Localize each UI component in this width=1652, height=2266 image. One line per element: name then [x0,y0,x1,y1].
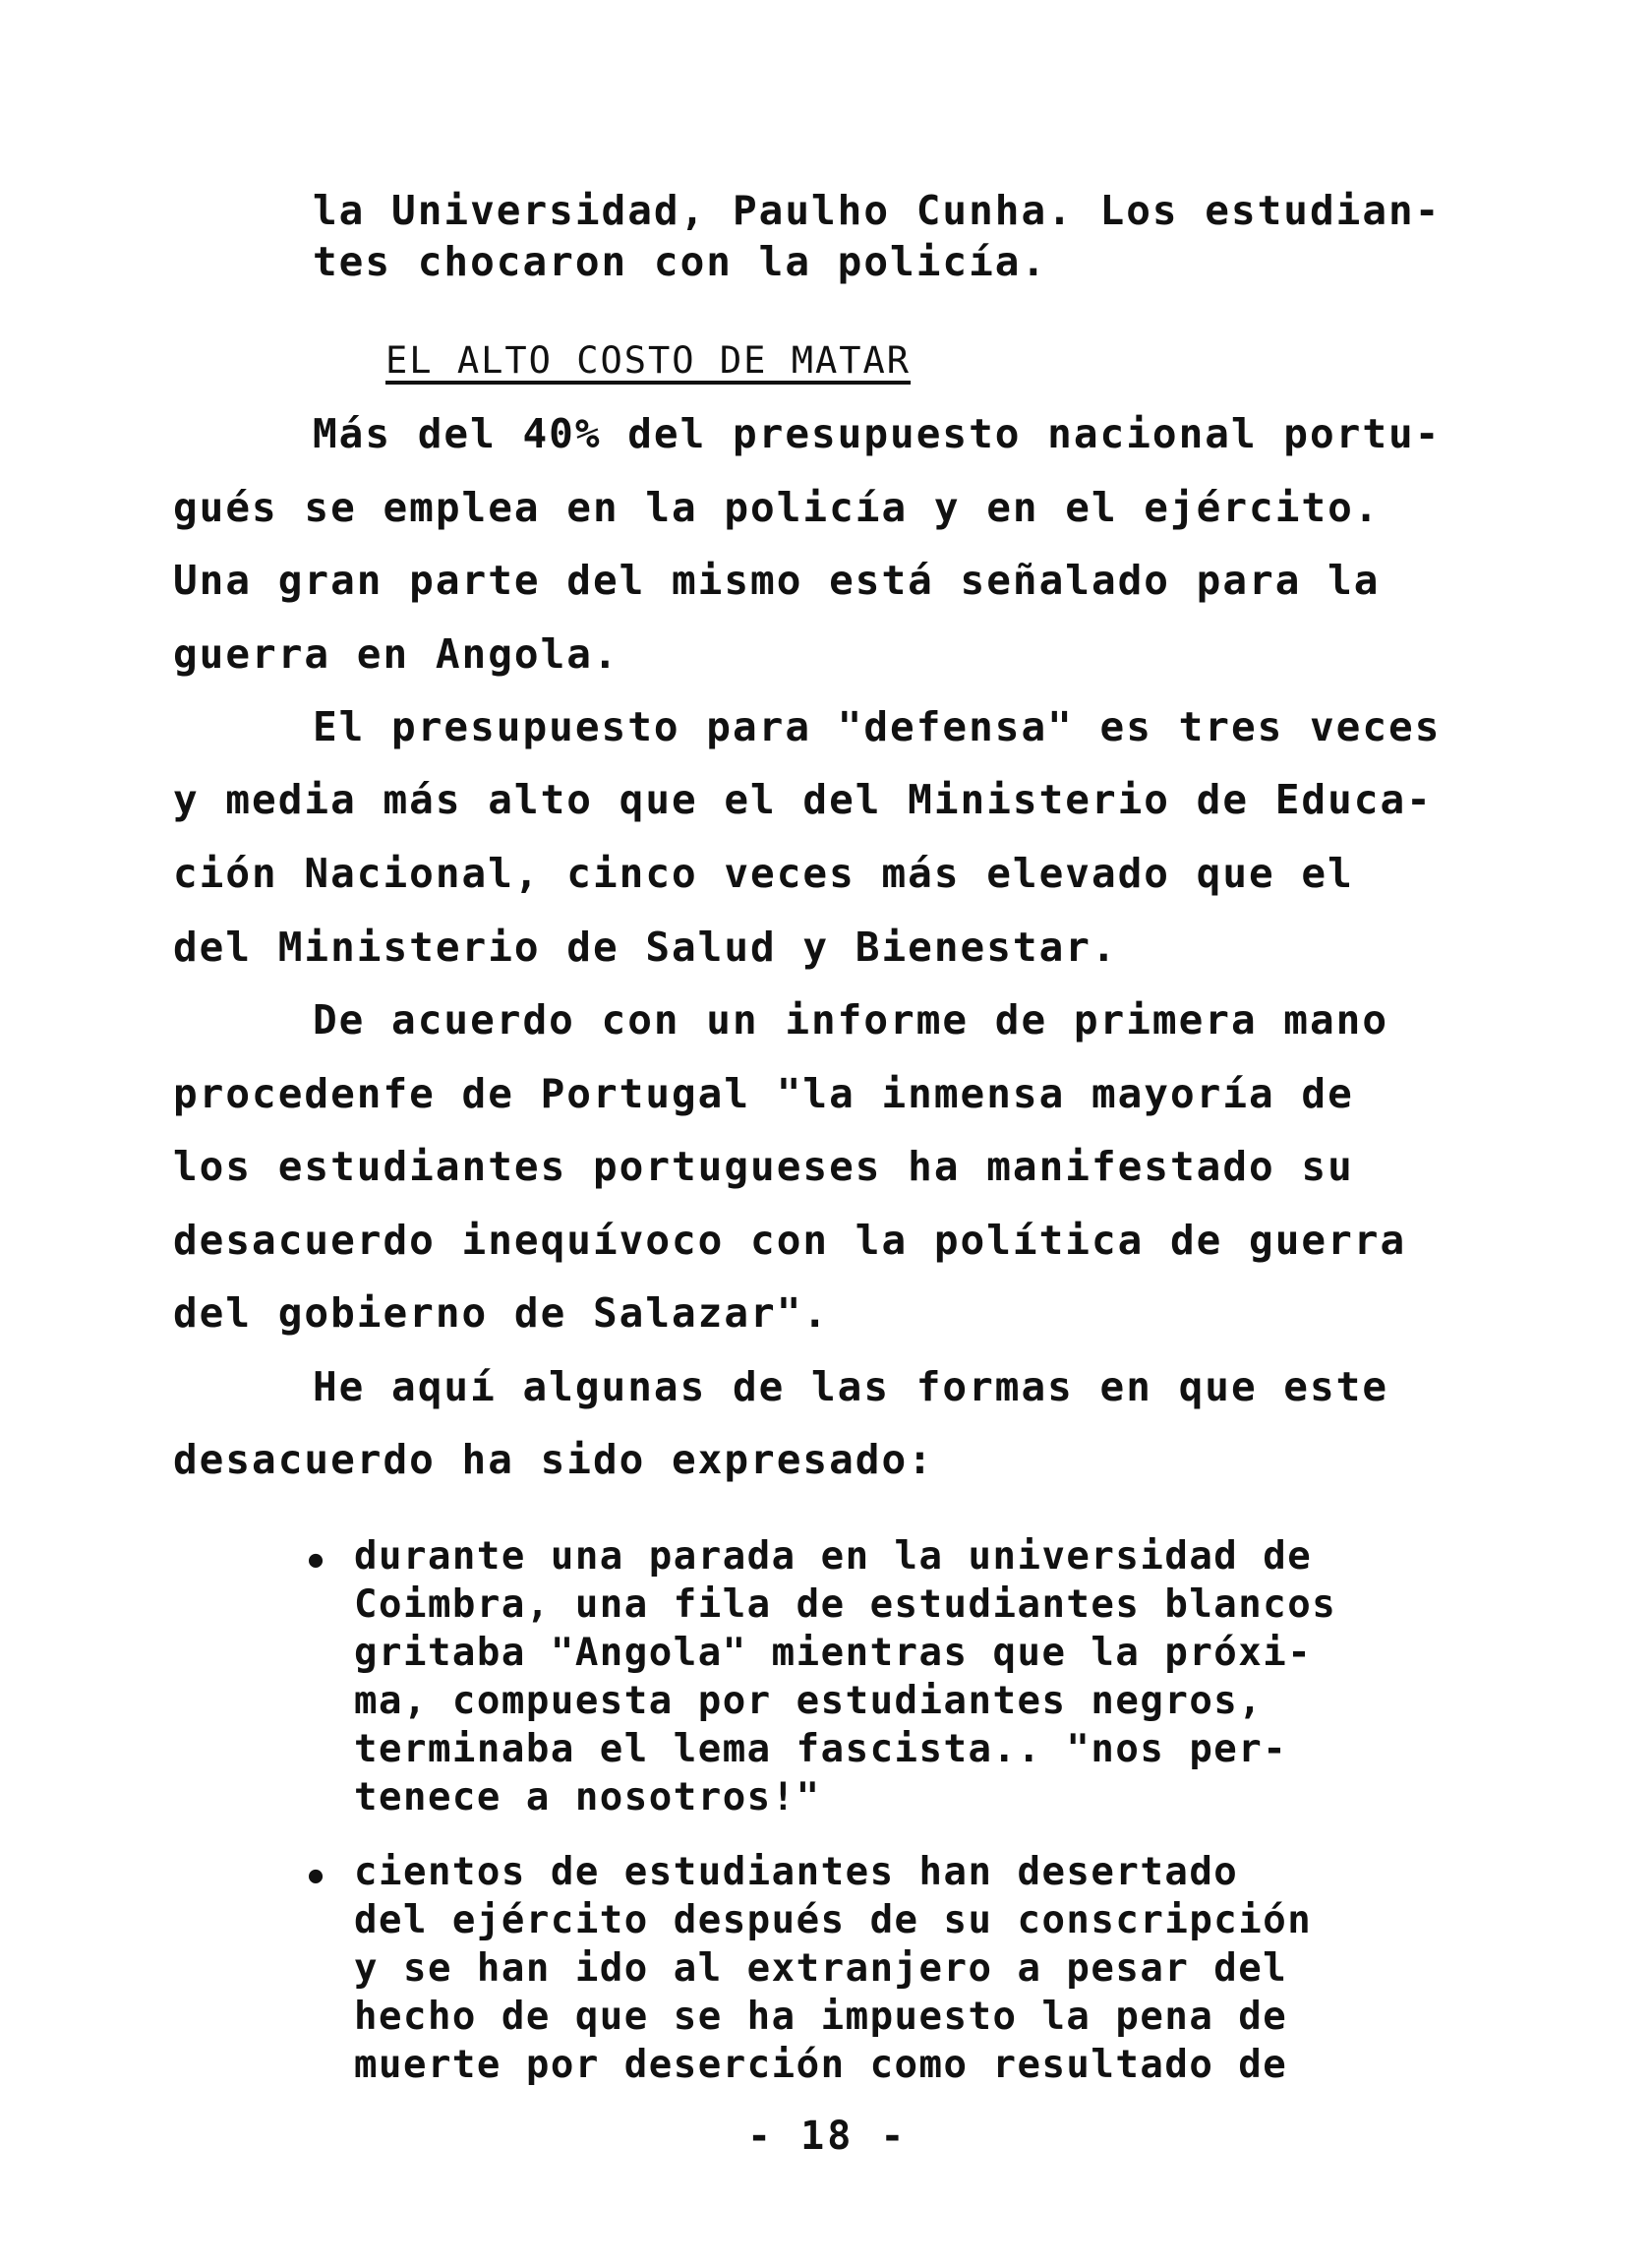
text-line: desacuerdo inequívoco con la política de guerra [173,1217,1407,1264]
text-line: y media más alto que el del Ministerio de Educa- [173,776,1433,823]
bullet-line: del ejército después de su conscripción [354,1898,1313,1942]
bullet-line: Coimbra, una fila de estudiantes blancos [354,1582,1337,1627]
text-line: Más del 40% del presupuesto nacional portu- [313,410,1442,457]
text-line: He aquí algunas de las formas en que este [313,1363,1389,1410]
text-line: De acuerdo con un informe de primera mano [313,996,1389,1044]
text-line: gués se emplea en la policía y en el ejército. [173,484,1381,531]
bullet-line: cientos de estudiantes han desertado [354,1850,1239,1894]
bullet-line: gritaba "Angola" mientras que la próxi- [354,1631,1313,1675]
bullet-line: y se han ido al extranjero a pesar del [354,1946,1288,1991]
text-line: desacuerdo ha sido expresado: [173,1436,934,1483]
bullet-line: terminaba el lema fascista.. "nos per- [354,1727,1288,1771]
section-heading: EL ALTO COSTO DE MATAR [385,339,912,382]
text-line: Una gran parte del mismo está señalado para la [173,557,1381,604]
text-line: la Universidad, Paulho Cunha. Los estudian- [313,187,1442,234]
text-line: tes chocaron con la policía. [313,238,1048,285]
bullet-line: durante una parada en la universidad de [354,1534,1313,1579]
bullet-marker: • [304,1856,328,1901]
page-number: - 18 - [747,2114,908,2159]
text-line: los estudiantes portugueses ha manifestado su [173,1143,1354,1190]
bullet-line: hecho de que se ha impuesto la pena de [354,1995,1288,2039]
bullet-line: muerte por deserción como resultado de [354,2043,1288,2087]
text-line: procedenfe de Portugal "la inmensa mayoría de [173,1070,1354,1117]
text-line: del Ministerio de Salud y Bienestar. [173,924,1118,971]
text-line: guerra en Angola. [173,630,620,678]
text-line: ción Nacional, cinco veces más elevado que el [173,850,1354,897]
text-line: del gobierno de Salazar". [173,1289,830,1337]
bullet-line: tenece a nosotros!" [354,1775,821,1819]
bullet-line: ma, compuesta por estudiantes negros, [354,1679,1264,1723]
text-line: El presupuesto para "defensa" es tres veces [313,703,1442,750]
bullet-marker: • [304,1540,328,1585]
